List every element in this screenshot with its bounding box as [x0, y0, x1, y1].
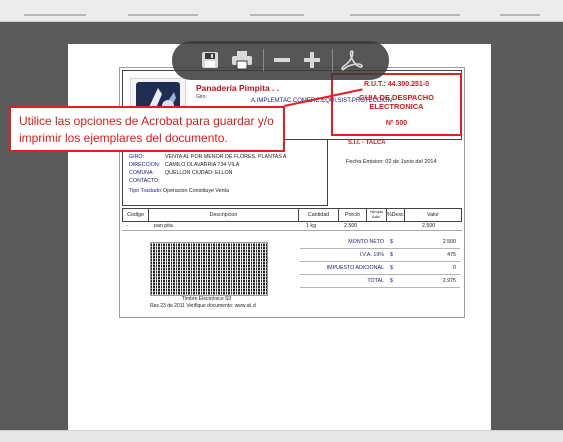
status-strip — [0, 430, 563, 442]
save-button[interactable] — [196, 47, 224, 73]
client-row: GIRO: VENTA AL POR MENOR DE FLORES, PLANTAS A — [129, 154, 287, 160]
acrobat-floating-toolbar — [172, 41, 389, 80]
zoom-in-button[interactable] — [298, 47, 326, 73]
verification-text: Res.23 de 2011 Verifique documento: www.sii.cl — [150, 303, 257, 309]
zoom-in-icon — [302, 50, 322, 70]
total-row: IMPUESTO ADICIONAL $ 0 — [300, 262, 460, 275]
company-name: Panadería Pimpita . . — [196, 83, 280, 93]
callout-text: Utilice las opciones de Acrobat para guardar y/o imprimir los ejemplares del documento. — [19, 114, 274, 145]
col-cantidad: Cantidad — [299, 209, 339, 221]
col-precio: Precio — [339, 209, 367, 221]
document-type: GUIA DE DESPACHO ELECTRONICA — [358, 93, 434, 111]
toolbar-separator — [263, 49, 264, 71]
client-row: DIRECCION: CAMILO OLAVARRIA 734 VILA — [129, 162, 240, 168]
timbre-label: Timbre Electrónico SII — [182, 296, 231, 302]
zoom-out-icon — [272, 50, 292, 70]
col-descripcion: Descripcion — [149, 209, 299, 221]
toolbar-separator — [332, 49, 333, 71]
print-icon — [231, 50, 253, 70]
tab-placeholder — [24, 14, 86, 16]
sii-office: S.I.I. - TALCA — [348, 140, 386, 146]
zoom-out-button[interactable] — [268, 47, 296, 73]
table-header — [122, 208, 462, 222]
document-number: Nº 500 — [385, 120, 408, 127]
total-row: TOTAL $ 2.975 — [300, 275, 460, 288]
tab-placeholder — [128, 14, 198, 16]
giro-label: Giro: — [196, 94, 207, 100]
acrobat-icon — [341, 49, 363, 71]
totals-block — [300, 236, 460, 288]
tab-placeholder — [250, 14, 304, 16]
tab-placeholder — [350, 14, 460, 16]
col-impto: %Impto Adic. — [367, 209, 387, 221]
instruction-callout — [9, 106, 285, 152]
col-codigo: Codigo — [123, 209, 149, 221]
col-desc: %Desc. — [387, 209, 405, 221]
browser-top-strip — [0, 0, 563, 22]
print-button[interactable] — [228, 47, 256, 73]
items-table — [122, 208, 462, 231]
giro-text: A.IMPLEMTAC.COMERC.EQUI.SIST.PROTECCION — [251, 98, 392, 104]
emission-date: Fecha Emision: 02 de Junio del 2014 — [346, 159, 437, 165]
total-row: MONTO NETO $ 2.500 — [300, 236, 460, 249]
rut-box — [331, 73, 462, 136]
total-row: I.V.A. 19% $ 475 — [300, 249, 460, 262]
save-icon — [200, 50, 220, 70]
pdf417-barcode — [150, 242, 268, 296]
rut-number: R.U.T.: 44.300.251-0 — [364, 81, 429, 88]
client-row: CONTACTO: — [129, 178, 160, 184]
open-in-acrobat-button[interactable] — [338, 47, 366, 73]
client-row: COMUNA: QUELLON CIUDAD: ELLON — [129, 170, 233, 176]
tab-placeholder — [500, 14, 540, 16]
table-row: - pan pita 1 kg 2.500 2.500 — [122, 222, 462, 231]
client-row: Tipo Traslado:Operacion Constituye Venta — [129, 188, 229, 194]
col-valor: Valor — [427, 212, 439, 218]
